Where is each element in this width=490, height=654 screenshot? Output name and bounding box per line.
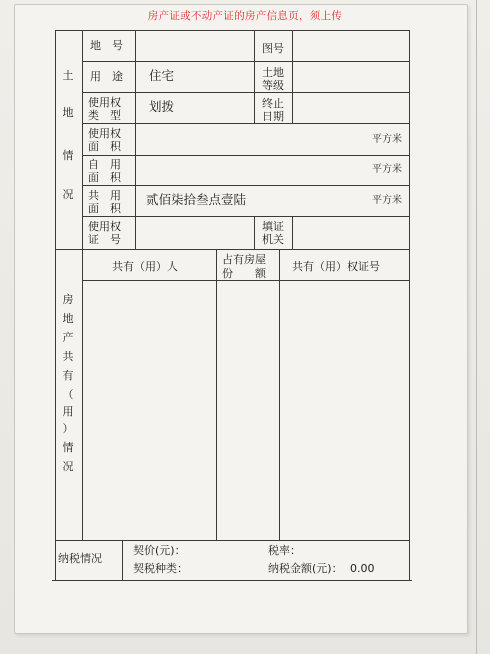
use-label: 用 途 — [90, 70, 123, 83]
line-h5 — [82, 185, 409, 186]
tax-rate-label: 税率： — [268, 544, 301, 557]
right-type-label-1: 使用权 — [88, 96, 121, 109]
use-value: 住宅 — [149, 68, 175, 83]
joint-cert-header: 共有（用）权证号 — [292, 260, 380, 273]
land-section-label: 土 地 情 况 — [62, 69, 74, 201]
upload-notice: 房产证或不动产证的房产信息页，须上传 — [147, 10, 343, 22]
line-h-section — [55, 249, 409, 250]
line-h-tax — [55, 540, 409, 541]
line-v-mid-b — [292, 30, 293, 123]
tax-amount-label: 纳税金额(元)： — [268, 562, 343, 575]
line-bottom — [52, 580, 412, 581]
shared-area-label-1: 共 用 — [88, 189, 121, 202]
joint-share-header-2: 份 额 — [222, 267, 266, 280]
line-v-joint-2 — [279, 249, 280, 540]
tax-section-label: 纳税情况 — [58, 552, 102, 565]
self-area-unit: 平方米 — [372, 164, 402, 175]
shared-area-value: 贰佰柒拾叁点壹陆 — [146, 192, 247, 207]
land-cert-label-2: 证 号 — [88, 233, 121, 246]
line-h4 — [82, 155, 409, 156]
shared-area-unit: 平方米 — [372, 195, 402, 206]
tax-price-label: 契价(元)： — [133, 544, 186, 557]
line-h2 — [82, 92, 409, 93]
map-number-label: 图号 — [262, 42, 284, 55]
line-v-mid-d — [292, 216, 293, 249]
land-cert-label-1: 使用权 — [88, 220, 121, 233]
use-area-unit: 平方米 — [372, 134, 402, 145]
line-v-joint-1 — [216, 249, 217, 540]
end-date-label-1: 终止 — [262, 97, 284, 110]
joint-owner-header: 共有（用）人 — [112, 260, 178, 273]
land-grade-label-1: 土地 — [262, 66, 284, 79]
parcel-number-label: 地 号 — [90, 39, 123, 52]
land-grade-label-2: 等级 — [262, 79, 284, 92]
line-h1 — [82, 61, 409, 62]
authority-label-1: 填证 — [262, 220, 284, 233]
line-v-mid-a — [254, 30, 255, 123]
right-type-value: 划拨 — [149, 99, 175, 114]
use-area-label-1: 使用权 — [88, 127, 121, 140]
shared-area-label-2: 面 积 — [88, 202, 121, 215]
right-type-label-2: 类 型 — [88, 109, 121, 122]
end-date-label-2: 日期 — [262, 110, 284, 123]
line-v-field — [135, 30, 136, 249]
joint-share-header-1: 占有房屋 — [222, 253, 266, 266]
use-area-label-2: 面 积 — [88, 140, 121, 153]
tax-amount-value: 0.00 — [350, 562, 375, 575]
self-area-label-1: 自 用 — [88, 158, 121, 171]
authority-label-2: 机关 — [262, 233, 284, 246]
line-h6 — [82, 216, 409, 217]
line-v-label — [82, 30, 83, 540]
self-area-label-2: 面 积 — [88, 171, 121, 184]
tax-kind-label: 契税种类： — [133, 562, 188, 575]
line-v-mid-c — [254, 216, 255, 249]
line-h-joint-header — [82, 280, 409, 281]
line-h3 — [82, 123, 409, 124]
line-top — [55, 30, 410, 31]
line-v-tax — [122, 540, 123, 580]
line-right — [409, 30, 410, 580]
joint-section-label: 房 地 产 共 有 （ 用 ） 情 况 — [62, 293, 74, 473]
line-left — [55, 30, 56, 580]
